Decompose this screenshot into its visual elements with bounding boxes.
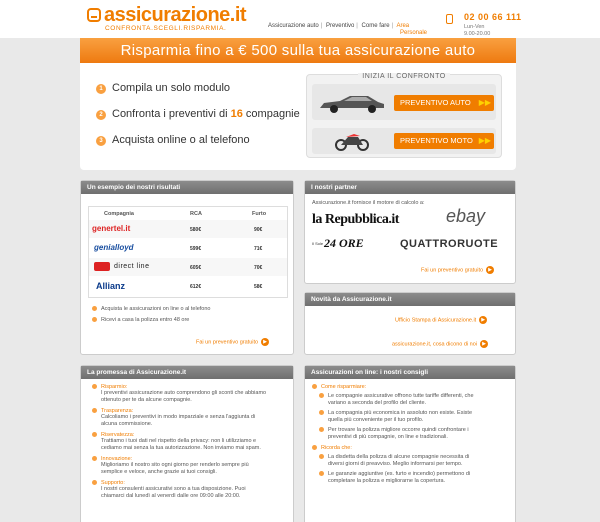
arrow-right-icon: ▶	[486, 266, 494, 274]
promise-item: Riservatezza: Trattiamo i tuoi dati nel rispetto della privacy: non li utilizziamo e cediamo mai senza la tua autorizzazione. Non inviamo mai spam.	[92, 432, 290, 452]
results-bullet: Acquista le assicurazioni on line o al telefono	[92, 306, 210, 312]
promise-box-title: La promessa di Assicurazione.it	[81, 366, 293, 379]
logo-tagline: CONFRONTA.SCEGLI.RISPARMIA.	[105, 25, 227, 32]
site-logo[interactable]: assicurazione.it	[104, 4, 247, 26]
arrow-right-icon: ▶▶	[478, 136, 491, 145]
nav-link-personal-area-sub[interactable]: Personale	[400, 30, 428, 36]
partner-logo-prefix: Il Sole	[312, 241, 324, 246]
rca-value: 580€	[190, 227, 202, 233]
hours-days: Lun-Ven	[464, 24, 485, 30]
tip-item: Per trovare la polizza migliore occorre quindi confrontare i preventivi di più compagnie, on line e tradizionali.	[312, 427, 512, 441]
nav-link-personal-area[interactable]: Area	[396, 23, 410, 29]
banner-headline: Risparmia fino a € 500 sulla tua assicurazione auto	[120, 42, 476, 59]
hours-time: 9.00-20.00	[464, 31, 491, 37]
tip-item: La compagnia più economica in assoluto non esiste. Esiste quella più conveniente per il tuo profilo.	[312, 410, 512, 424]
tips-section-remember: Ricorda che:	[321, 445, 352, 451]
company-logo-allianz: Allianz	[96, 281, 126, 291]
step-2-text: Confronta i preventivi di 16 compagnie	[112, 108, 300, 120]
promise-item: Risparmio: I preventivi assicurazione auto comprendono gli sconti che abbiamo ottenuto per te da alcune compagnie.	[92, 384, 290, 404]
tips-box-title: Assicurazioni on line: i nostri consigli	[305, 366, 515, 379]
promo-banner	[80, 38, 516, 63]
free-quote-link[interactable]: Fai un preventivo gratuito ▶	[196, 338, 269, 346]
theft-value: 90€	[254, 227, 263, 233]
tips-list	[312, 384, 512, 485]
partner-logo-quattroruote[interactable]: QUATTRORUOTE	[400, 238, 499, 250]
arrow-right-icon: ▶▶	[478, 98, 491, 107]
column-header-rca: RCA	[190, 211, 202, 217]
column-header-theft: Furto	[252, 211, 267, 217]
promise-item: Innovazione: Miglioriamo il nostro sito ogni giorno per renderlo sempre più semplice e veloce, anche grazie ai tuoi consigli.	[92, 456, 290, 476]
results-box-title: Un esempio dei nostri risultati	[81, 181, 293, 194]
partners-box-title: I nostri partner	[305, 181, 515, 194]
reviews-link[interactable]: assicurazione.it, cosa dicono di noi ▶	[392, 340, 488, 348]
phone-number[interactable]: 02 00 66 111	[464, 12, 522, 22]
press-office-link[interactable]: Ufficio Stampa di Assicurazione.it ▶	[395, 316, 487, 324]
rca-value: 612€	[190, 284, 202, 290]
arrow-right-icon: ▶	[479, 316, 487, 324]
logo-icon[interactable]	[87, 8, 101, 22]
news-box-title: Novità da Assicurazione.it	[305, 293, 515, 306]
quote-start-title: INIZIA IL CONFRONTO	[306, 73, 502, 80]
promise-item: Trasparenza: Calcoliamo i preventivi in modo imparziale e senza l'aggiunta di alcuna commissione.	[92, 408, 290, 428]
car-icon	[316, 92, 388, 114]
step-3-badge: 3	[96, 136, 106, 146]
promise-list	[92, 384, 290, 500]
step-1-text: Compila un solo modulo	[112, 82, 231, 94]
free-quote-link[interactable]: Fai un preventivo gratuito ▶	[421, 266, 494, 274]
results-bullet: Ricevi a casa la polizza entro 48 ore	[92, 317, 189, 323]
partners-intro: Assicurazione.it fornisce il motore di calcolo a:	[312, 200, 425, 206]
nav-link-quote[interactable]: Preventivo	[325, 23, 355, 29]
partner-logo-ebay[interactable]: ebay	[446, 206, 486, 226]
partner-logo-sole24ore[interactable]: 24 ORE	[324, 236, 364, 250]
motorcycle-icon	[334, 131, 370, 151]
column-header-company: Compagnia	[104, 211, 134, 217]
tip-item: La disdetta della polizza di alcune compagnie necessita di diversi giorni di preavviso. Meglio informarsi per tempo.	[312, 454, 512, 468]
nav-link-how-to[interactable]: Come fare	[361, 23, 390, 29]
step-1-badge: 1	[96, 84, 106, 94]
theft-value: 58€	[254, 284, 263, 290]
step-2-badge: 2	[96, 110, 106, 120]
tip-item: Le garanzie aggiuntive (es. furto e incendio) permettono di completare la polizza e migliorarne la copertura.	[312, 471, 512, 485]
theft-value: 71€	[254, 246, 263, 252]
company-logo-genertel: genertel.it	[92, 224, 131, 233]
car-quote-button[interactable]: PREVENTIVO AUTO ▶▶	[394, 95, 494, 111]
top-navigation: Assicurazione auto | Preventivo | Come fare | Area	[268, 23, 410, 29]
company-logo-direct-line: direct line	[114, 263, 150, 270]
partner-logo-repubblica[interactable]: la Repubblica.it	[312, 212, 399, 227]
companies-count: 16	[230, 108, 243, 120]
promise-item: Supporto: I nostri consulenti assicurativi sono a tua disposizione. Puoi chiamarci dal lunedì al venerdì dalle ore 09:00 alle 20:00.	[92, 480, 290, 500]
phone-logo-icon	[94, 262, 110, 271]
rca-value: 599€	[190, 246, 202, 252]
arrow-right-icon: ▶	[261, 338, 269, 346]
rca-value: 605€	[190, 265, 202, 271]
tips-section-save: Come risparmiare:	[321, 384, 367, 390]
arrow-right-icon: ▶	[480, 340, 488, 348]
step-3-text: Acquista online o al telefono	[112, 134, 250, 146]
tip-item: Le compagnie assicurative offrono tutte tariffe differenti, che variano a seconda del profilo del cliente.	[312, 393, 512, 407]
theft-value: 70€	[254, 265, 263, 271]
company-logo-genialloyd: genialloyd	[94, 243, 134, 252]
phone-icon	[446, 14, 453, 24]
nav-link-auto-insurance[interactable]: Assicurazione auto	[268, 23, 319, 29]
moto-quote-button[interactable]: PREVENTIVO MOTO ▶▶	[394, 133, 494, 149]
